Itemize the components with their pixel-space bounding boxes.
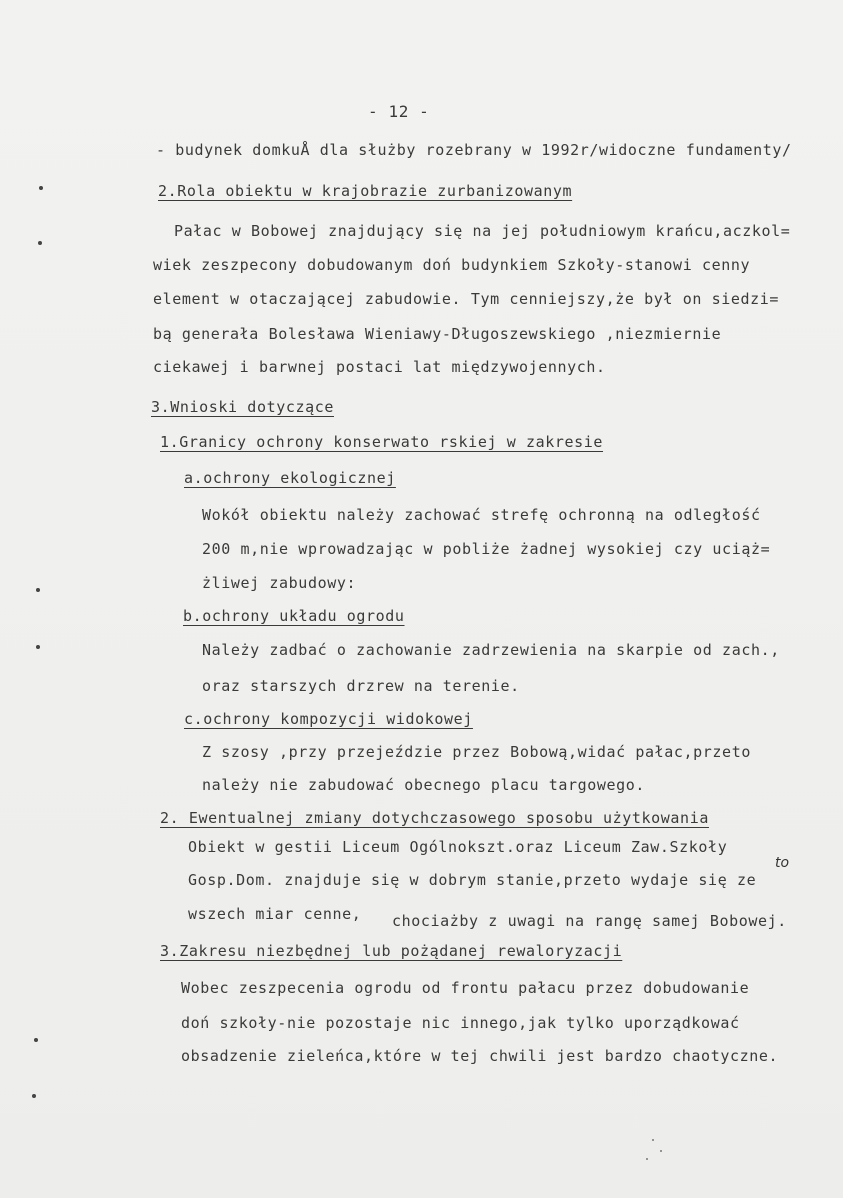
section-heading: 2.Rola obiektu w krajobrazie zurbanizowanym [158,182,573,200]
text-line: wszech miar cenne, [188,905,362,923]
text-line: Z szosy ,przy przejeździe przez Bobową,widać pałac,przeto [202,743,751,761]
text-line: 200 m,nie wprowadzając w pobliże żadnej wysokiej czy uciąż= [202,540,771,558]
scan-mark [34,1038,38,1042]
scan-mark [39,186,43,190]
text-line: doń szkoły-nie pozostaje nic innego,jak tylko uporządkować [181,1014,740,1032]
text-line: Wokół obiektu należy zachować strefę ochronną na odległość [202,506,761,524]
scan-speck [646,1158,648,1160]
subsection-heading: b.ochrony układu ogrodu [183,607,405,625]
scan-speck [660,1150,662,1152]
scan-speck [652,1139,654,1141]
scan-mark [36,645,40,649]
text-line: Należy zadbać o zachowanie zadrzewienia na skarpie od zach., [202,641,780,659]
subsection-heading: 2. Ewentualnej zmiany dotychczasowego sposobu użytkowania [160,809,709,827]
text-line: element w otaczającej zabudowie. Tym cenniejszy,że był on siedzi= [153,290,779,308]
text-line: wiek zeszpecony dobudowanym doń budynkiem Szkoły-stanowi cenny [153,256,751,274]
text-line: Wobec zeszpecenia ogrodu od frontu pałacu przez dobudowanie [181,979,750,997]
text-line: należy nie zabudować obecnego placu targowego. [202,776,646,794]
subsection-heading: a.ochrony ekologicznej [184,469,396,487]
text-line: ciekawej i barwnej postaci lat międzywojennych. [153,358,606,376]
scan-mark [38,241,42,245]
subsection-heading: 1.Granicy ochrony konserwato rskiej w zakresie [160,433,604,451]
text-line: - budynek domkuÅ dla służby rozebrany w 1992r/widoczne fundamenty/ [156,141,792,159]
scan-mark [32,1094,36,1098]
text-line: chociażby z uwagi na rangę samej Bobowej. [392,912,787,930]
text-line: Gosp.Dom. znajduje się w dobrym stanie,przeto wydaje się ze [188,871,757,889]
text-line: Obiekt w gestii Liceum Ogólnokszt.oraz Liceum Zaw.Szkoły [188,838,728,856]
subsection-heading: c.ochrony kompozycji widokowej [184,710,473,728]
text-line: obsadzenie zieleńca,które w tej chwili jest bardzo chaotyczne. [181,1047,779,1065]
section-heading: 3.Wnioski dotyczące [151,398,334,416]
text-line: żliwej zabudowy: [202,574,357,592]
page-number: - 12 - [368,102,430,121]
text-line: Pałac w Bobowej znajdujący się na jej południowym krańcu,aczkol= [174,222,791,240]
handwritten-correction: to [775,855,790,871]
scan-mark [36,588,40,592]
text-line: oraz starszych drzrew na terenie. [202,677,520,695]
text-line: bą generała Bolesława Wieniawy-Długoszewskiego ,niezmiernie [153,325,722,343]
subsection-heading: 3.Zakresu niezbędnej lub pożądanej rewaloryzacji [160,942,623,960]
